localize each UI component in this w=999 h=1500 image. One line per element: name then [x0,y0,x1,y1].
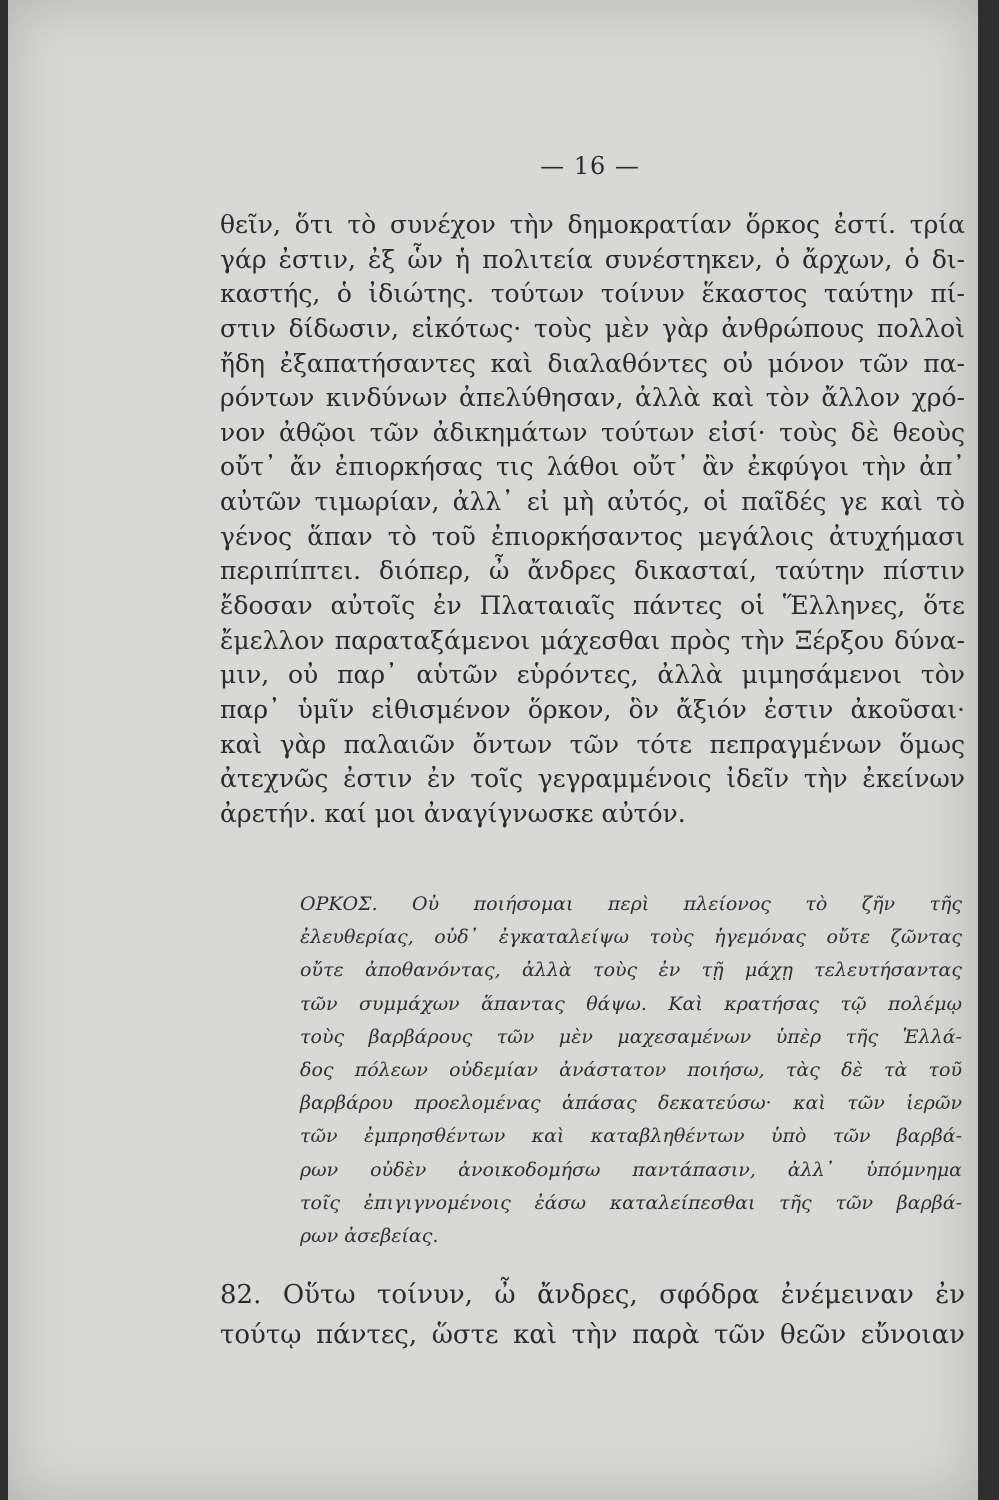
text-line: στιν δίδωσιν, εἰκότως· τοὺς μὲν γὰρ ἀνθρώπους πολλοὶ [220,313,965,343]
section-82-paragraph [220,1275,965,1355]
text-line: θεῖν, ὅτι τὸ συνέχον τὴν δημοκρατίαν ὅρκος ἐστί. τρία [220,210,965,239]
text-line: ἀτεχνῶς ἐστιν ἐν τοῖς γεγραμμένοις ἰδεῖν τὴν ἐκείνων [220,764,965,794]
oath-line: δος πόλεων οὐδεμίαν ἀνάστατον ποιήσω, τὰς δὲ τὰ τοῦ [300,1058,962,1081]
oath-line: βαρβάρου προελομένας ἁπάσας δεκατεύσω· καὶ τῶν ἱερῶν [300,1092,962,1115]
text-line: ἤδη ἐξαπατήσαντες καὶ διαλαθόντες οὐ μόνον τῶν πα- [220,348,965,378]
oath-line: οὔτε ἀποθανόντας, ἀλλὰ τοὺς ἐν τῇ μάχῃ τελευτήσαντας [300,959,962,982]
oath-line: τοῖς ἐπιγιγνομένοις ἐάσω καταλείπεσθαι τῆς τῶν βαρβά- [300,1191,962,1214]
oath-line: ρων ἀσεβείας. [300,1224,439,1247]
oath-line: ΟΡΚΟΣ. Οὐ ποιήσομαι περὶ πλείονος τὸ ζῆν τῆς [300,893,962,915]
text-line: περιπίπτει. διόπερ, ὦ ἄνδρες δικασταί, ταύτην πίστιν [220,556,965,586]
text-line: καστής, ὁ ἰδιώτης. τούτων τοίνυν ἕκαστος ταύτην πί- [220,279,965,309]
oath-line: τοὺς βαρβάρους τῶν μὲν μαχεσαμένων ὑπὲρ τῆς Ἑλλά- [300,1025,962,1048]
text-line: νον ἀθῷοι τῶν ἀδικημάτων τούτων εἰσί· τοὺς δὲ θεοὺς [220,417,965,447]
oath-quotation [300,888,962,1253]
oath-line: ἐλευθερίας, οὐδ᾽ ἐγκαταλείψω τοὺς ἡγεμόνας οὔτε ζῶντας [300,926,962,949]
text-line: ἔδοσαν αὐτοῖς ἐν Πλαταιαῖς πάντες οἱ Ἕλληνες, ὅτε [220,591,965,621]
text-line: οὔτ᾽ ἄν ἐπιορκήσας τις λάθοι οὔτ᾽ ἂν ἐκφύγοι τὴν ἀπ᾽ [220,452,965,482]
text-line: παρ᾽ ὑμῖν εἰθισμένον ὅρκον, ὃν ἄξιόν ἐστιν ἀκοῦσαι· [220,694,965,724]
oath-line: τῶν ἐμπρησθέντων καὶ καταβληθέντων ὑπὸ τῶν βαρβά- [300,1125,962,1148]
text-line: ἔμελλον παραταξάμενοι μάχεσθαι πρὸς τὴν Ξέρξου δύνα- [220,625,965,655]
text-line: ρόντων κινδύνων ἀπελύθησαν, ἀλλὰ καὶ τὸν ἄλλον χρό- [220,383,965,413]
page-number: — 16 — [540,152,640,180]
oath-line: τῶν συμμάχων ἅπαντας θάψω. Καὶ κρατήσας τῷ πολέμῳ [300,992,962,1015]
text-line: μιν, οὐ παρ᾽ αὑτῶν εὑρόντες, ἀλλὰ μιμησάμενοι τὸν [220,660,965,690]
main-paragraph [220,208,965,832]
text-line: ἀρετήν. καί μοι ἀναγίγνωσκε αὐτόν. [220,798,686,828]
text-line: αὐτῶν τιμωρίαν, ἀλλ᾽ εἰ μὴ αὐτός, οἱ παῖδές γε καὶ τὸ [220,487,965,517]
oath-line: ρων οὐδὲν ἀνοικοδομήσω παντάπασιν, ἀλλ᾽ ὑπόμνημα [300,1158,962,1181]
text-line: καὶ γὰρ παλαιῶν ὄντων τῶν τότε πεπραγμένων ὅμως [220,729,965,759]
text-line: γένος ἅπαν τὸ τοῦ ἐπιορκήσαντος μεγάλοις ἀτυχήμασι [220,521,965,551]
text-line: γάρ ἐστιν, ἐξ ὧν ἡ πολιτεία συνέστηκεν, ὁ ἄρχων, ὁ δι- [220,244,965,274]
text-line: 82. Οὕτω τοίνυν, ὦ ἄνδρες, σφόδρα ἐνέμειναν ἐν [220,1280,965,1310]
text-line: τούτῳ πάντες, ὥστε καὶ τὴν παρὰ τῶν θεῶν εὔνοιαν [220,1320,965,1350]
